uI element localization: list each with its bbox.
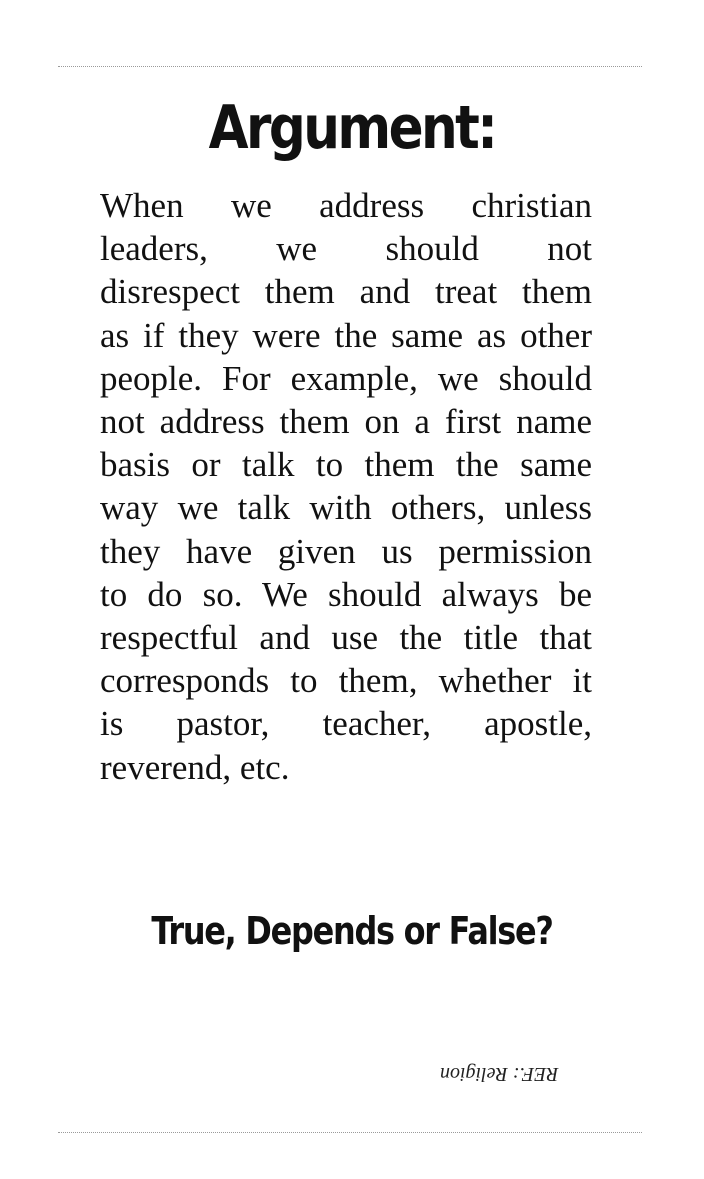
body-line: they have given us permission [100,531,592,571]
body-line: way we talk with others, unless [100,488,592,528]
top-dotted-rule [58,66,642,67]
body-line: not address them on a first name [100,402,592,442]
body-line: leaders, we should not [100,229,592,269]
reference-label: REF.: Religion [440,1063,559,1085]
bottom-dotted-rule [58,1132,642,1133]
question-prompt: True, Depends or False? [151,909,553,953]
body-line: is pastor, teacher, apostle, [100,704,592,744]
body-line: as if they were the same as other [100,315,592,355]
body-line: to do so. We should always be [100,574,592,614]
body-line: disrespect them and treat them [100,272,592,312]
body-line: reverend, etc. [100,747,290,787]
argument-body [100,184,592,789]
body-line: basis or talk to them the same [100,445,592,485]
argument-heading: Argument: [208,93,496,163]
body-line: When we address christian [100,186,592,225]
body-line: respectful and use the title that [100,618,592,658]
body-line: corresponds to them, whether it [100,661,592,701]
body-line: people. For example, we should [100,358,592,398]
